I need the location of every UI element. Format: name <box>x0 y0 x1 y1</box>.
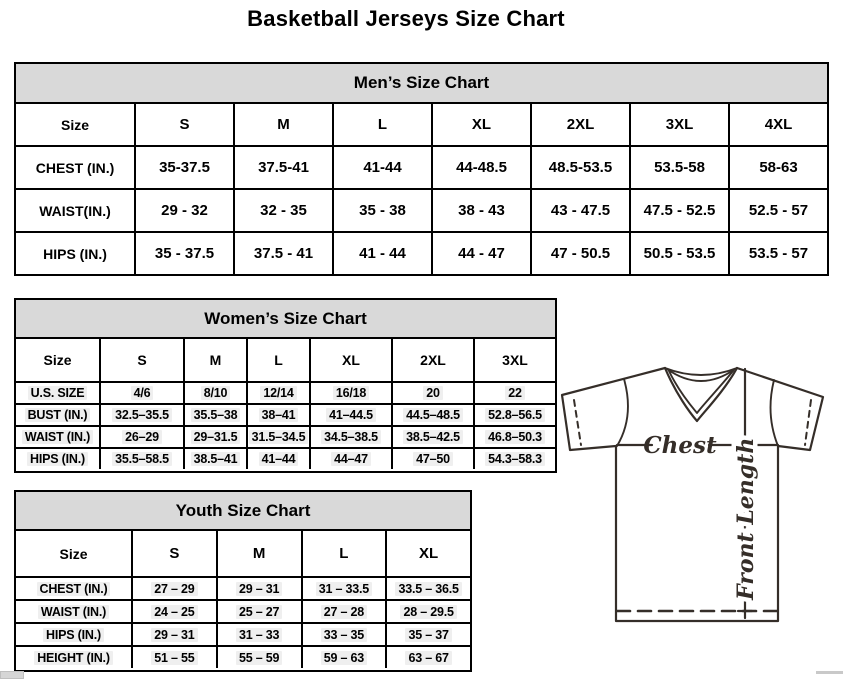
womens-hips-in-xl <box>309 449 391 469</box>
mens-hips-in-xl <box>431 233 530 274</box>
mens-row-label-chest-in <box>16 147 134 188</box>
vneck-outer <box>665 368 737 421</box>
womens-row-label-u-s-size <box>16 383 99 403</box>
youth-col-header-xl-text: XL <box>419 545 439 562</box>
youth-hips-in-xl <box>385 624 470 645</box>
youth-chest-in-l <box>301 578 386 599</box>
womens-col-header-2xl-text: 2XL <box>420 352 446 368</box>
mens-waist-in-l-text: 35 - 38 <box>359 202 406 219</box>
mens-size-header-text: Size <box>60 116 89 133</box>
womens-bust-in-xl-text: 41–44.5 <box>326 408 376 422</box>
youth-col-header-s-text: S <box>169 545 180 562</box>
womens-hips-in-s-text: 35.5–58.5 <box>112 452 172 466</box>
mens-chest-in-l-text: 41-44 <box>363 159 402 176</box>
womens-header-row <box>16 339 555 381</box>
mens-waist-in-3xl <box>629 190 728 231</box>
youth-chest-in-s <box>131 578 216 599</box>
youth-col-header-m <box>216 531 301 576</box>
mens-col-header-4xl <box>728 104 827 145</box>
mens-waist-in-2xl <box>530 190 629 231</box>
youth-chest-in-m <box>216 578 301 599</box>
womens-size-table <box>14 298 557 473</box>
womens-waist-in-l <box>246 427 309 447</box>
youth-row-height-in <box>16 645 470 668</box>
mens-waist-in-l <box>332 190 431 231</box>
youth-waist-in-m-text: 25 – 27 <box>236 605 282 619</box>
mens-hips-in-s-text: 35 - 37.5 <box>154 245 215 262</box>
womens-u-s-size-2xl-text: 20 <box>423 386 443 400</box>
womens-bust-in-s <box>99 405 183 425</box>
womens-row-label-waist-in <box>16 427 99 447</box>
mens-hips-in-4xl-text: 53.5 - 57 <box>748 245 809 262</box>
womens-waist-in-3xl-text: 46.8–50.3 <box>485 430 545 444</box>
youth-col-header-s <box>131 531 216 576</box>
mens-col-header-l-text: L <box>377 116 388 133</box>
front-length-label: Front Length <box>733 437 759 600</box>
womens-waist-in-s <box>99 427 183 447</box>
youth-height-in-m <box>216 647 301 668</box>
youth-size-table <box>14 490 472 672</box>
mens-hips-in-m-text: 37.5 - 41 <box>253 245 314 262</box>
womens-col-header-xl-text: XL <box>342 352 360 368</box>
mens-chest-in-3xl <box>629 147 728 188</box>
mens-chest-in-l <box>332 147 431 188</box>
youth-row-hips-in <box>16 622 470 645</box>
youth-hips-in-s-text: 29 – 31 <box>151 628 197 642</box>
mens-col-header-m <box>233 104 332 145</box>
youth-height-in-l-text: 59 – 63 <box>321 651 367 665</box>
mens-waist-in-2xl-text: 43 - 47.5 <box>550 202 611 219</box>
womens-u-s-size-l-text: 12/14 <box>260 386 296 400</box>
youth-waist-in-xl-text: 28 – 29.5 <box>400 605 456 619</box>
mens-col-header-xl-text: XL <box>471 116 492 133</box>
mens-hips-in-2xl-text: 47 - 50.5 <box>550 245 611 262</box>
mens-chest-in-m-text: 37.5-41 <box>258 159 309 176</box>
youth-hips-in-l-text: 33 – 35 <box>321 628 367 642</box>
womens-bust-in-3xl <box>473 405 555 425</box>
mens-row-waist-in <box>16 188 827 231</box>
mens-waist-in-s-text: 29 - 32 <box>161 202 208 219</box>
womens-col-header-3xl-text: 3XL <box>502 352 528 368</box>
mens-hips-in-l <box>332 233 431 274</box>
mens-chest-in-4xl-text: 58-63 <box>759 159 798 176</box>
womens-hips-in-3xl-text: 54.3–58.3 <box>485 452 545 466</box>
youth-table-title: Youth Size Chart <box>16 492 470 531</box>
womens-u-s-size-s-text: 4/6 <box>131 386 154 400</box>
womens-u-s-size-2xl <box>391 383 473 403</box>
scrollbar-fragment-right[interactable] <box>816 671 843 674</box>
womens-bust-in-xl <box>309 405 391 425</box>
youth-col-header-l-text: L <box>339 545 349 562</box>
womens-waist-in-2xl <box>391 427 473 447</box>
womens-hips-in-3xl <box>473 449 555 469</box>
page-title: Basketball Jerseys Size Chart <box>247 6 565 31</box>
mens-chest-in-4xl <box>728 147 827 188</box>
jersey-outline-path <box>562 368 823 621</box>
youth-waist-in-xl <box>385 601 470 622</box>
womens-bust-in-3xl-text: 52.8–56.5 <box>485 408 545 422</box>
youth-height-in-m-text: 55 – 59 <box>236 651 282 665</box>
mens-chest-in-xl-text: 44-48.5 <box>456 159 507 176</box>
mens-row-hips-in <box>16 231 827 274</box>
mens-chest-in-xl <box>431 147 530 188</box>
mens-row-label-hips-in-text: HIPS (IN.) <box>43 245 107 262</box>
womens-hips-in-2xl-text: 47–50 <box>413 452 453 466</box>
womens-u-s-size-3xl <box>473 383 555 403</box>
youth-waist-in-l-text: 27 – 28 <box>321 605 367 619</box>
youth-row-label-hips-in <box>16 624 131 645</box>
jersey-measurement-diagram <box>556 360 842 626</box>
vneck-inner <box>669 371 733 413</box>
womens-hips-in-m-text: 38.5–41 <box>191 452 241 466</box>
womens-u-s-size-m <box>183 383 246 403</box>
youth-size-header <box>16 531 131 576</box>
youth-height-in-s <box>131 647 216 668</box>
youth-hips-in-l <box>301 624 386 645</box>
womens-u-s-size-xl <box>309 383 391 403</box>
mens-chest-in-2xl-text: 48.5-53.5 <box>548 159 613 176</box>
mens-col-header-4xl-text: 4XL <box>764 116 793 133</box>
mens-waist-in-s <box>134 190 233 231</box>
youth-col-header-m-text: M <box>252 545 266 562</box>
mens-hips-in-3xl <box>629 233 728 274</box>
youth-chest-in-m-text: 29 – 31 <box>236 582 282 596</box>
mens-header-row <box>16 104 827 145</box>
youth-height-in-l <box>301 647 386 668</box>
womens-bust-in-2xl <box>391 405 473 425</box>
youth-row-label-hips-in-text: HIPS (IN.) <box>43 628 104 642</box>
youth-chest-in-xl-text: 33.5 – 36.5 <box>395 582 461 596</box>
mens-hips-in-s <box>134 233 233 274</box>
mens-waist-in-4xl <box>728 190 827 231</box>
youth-height-in-xl <box>385 647 470 668</box>
mens-col-header-2xl-text: 2XL <box>566 116 595 133</box>
womens-size-header-text: Size <box>43 352 72 368</box>
mens-waist-in-xl <box>431 190 530 231</box>
mens-col-header-l <box>332 104 431 145</box>
womens-waist-in-s-text: 26–29 <box>122 430 162 444</box>
womens-col-header-m-text: M <box>209 352 222 368</box>
youth-waist-in-s-text: 24 – 25 <box>151 605 197 619</box>
chest-label: Chest <box>643 432 717 459</box>
mens-waist-in-4xl-text: 52.5 - 57 <box>748 202 809 219</box>
youth-height-in-s-text: 51 – 55 <box>151 651 197 665</box>
mens-hips-in-3xl-text: 50.5 - 53.5 <box>643 245 716 262</box>
womens-bust-in-m-text: 35.5–38 <box>191 408 241 422</box>
youth-row-chest-in <box>16 576 470 599</box>
womens-waist-in-xl <box>309 427 391 447</box>
womens-hips-in-xl-text: 44–47 <box>331 452 371 466</box>
youth-chest-in-s-text: 27 – 29 <box>151 582 197 596</box>
mens-hips-in-2xl <box>530 233 629 274</box>
mens-col-header-3xl <box>629 104 728 145</box>
youth-row-label-chest-in <box>16 578 131 599</box>
womens-waist-in-m-text: 29–31.5 <box>191 430 241 444</box>
mens-waist-in-3xl-text: 47.5 - 52.5 <box>643 202 716 219</box>
mens-col-header-s <box>134 104 233 145</box>
womens-row-label-bust-in <box>16 405 99 425</box>
mens-col-header-2xl <box>530 104 629 145</box>
youth-hips-in-m <box>216 624 301 645</box>
mens-chest-in-3xl-text: 53.5-58 <box>654 159 705 176</box>
womens-row-u-s-size <box>16 381 555 403</box>
youth-row-label-height-in-text: HEIGHT (IN.) <box>34 651 113 665</box>
youth-waist-in-l <box>301 601 386 622</box>
youth-row-label-height-in <box>16 647 131 668</box>
youth-col-header-xl <box>385 531 470 576</box>
mens-size-header <box>16 104 134 145</box>
mens-row-label-waist-in-text: WAIST(IN.) <box>39 202 111 219</box>
mens-row-label-hips-in <box>16 233 134 274</box>
mens-chest-in-s-text: 35-37.5 <box>159 159 210 176</box>
womens-row-waist-in <box>16 425 555 447</box>
womens-col-header-s <box>99 339 183 381</box>
womens-bust-in-l-text: 38–41 <box>259 408 299 422</box>
womens-row-label-hips-in <box>16 449 99 469</box>
womens-waist-in-m <box>183 427 246 447</box>
womens-col-header-l <box>246 339 309 381</box>
womens-col-header-3xl <box>473 339 555 381</box>
womens-waist-in-2xl-text: 38.5–42.5 <box>403 430 463 444</box>
womens-row-label-hips-in-text: HIPS (IN.) <box>27 452 88 466</box>
womens-waist-in-xl-text: 34.5–38.5 <box>321 430 381 444</box>
youth-hips-in-xl-text: 35 – 37 <box>405 628 451 642</box>
mens-row-label-chest-in-text: CHEST (IN.) <box>35 159 115 176</box>
womens-col-header-xl <box>309 339 391 381</box>
youth-chest-in-l-text: 31 – 33.5 <box>316 582 372 596</box>
youth-height-in-xl-text: 63 – 67 <box>405 651 451 665</box>
womens-bust-in-s-text: 32.5–35.5 <box>112 408 172 422</box>
mens-hips-in-l-text: 41 - 44 <box>359 245 406 262</box>
mens-table-title: Men’s Size Chart <box>16 64 827 104</box>
womens-waist-in-3xl <box>473 427 555 447</box>
youth-header-row <box>16 531 470 576</box>
womens-u-s-size-m-text: 8/10 <box>201 386 231 400</box>
womens-waist-in-l-text: 31.5–34.5 <box>249 430 309 444</box>
womens-size-header <box>16 339 99 381</box>
womens-table-title: Women’s Size Chart <box>16 300 555 339</box>
mens-chest-in-m <box>233 147 332 188</box>
mens-waist-in-m-text: 32 - 35 <box>260 202 307 219</box>
womens-hips-in-2xl <box>391 449 473 469</box>
left-cuff-dashed-line <box>574 400 581 445</box>
mens-hips-in-4xl <box>728 233 827 274</box>
youth-chest-in-xl <box>385 578 470 599</box>
left-shoulder-seam <box>617 379 628 446</box>
womens-row-label-u-s-size-text: U.S. SIZE <box>28 386 88 400</box>
womens-bust-in-m <box>183 405 246 425</box>
womens-row-label-waist-in-text: WAIST (IN.) <box>22 430 93 444</box>
womens-hips-in-m <box>183 449 246 469</box>
womens-u-s-size-s <box>99 383 183 403</box>
youth-row-label-chest-in-text: CHEST (IN.) <box>37 582 111 596</box>
youth-waist-in-m <box>216 601 301 622</box>
youth-waist-in-s <box>131 601 216 622</box>
mens-col-header-s-text: S <box>179 116 190 133</box>
right-shoulder-seam <box>771 380 778 446</box>
mens-hips-in-xl-text: 44 - 47 <box>458 245 505 262</box>
mens-row-label-waist-in <box>16 190 134 231</box>
right-cuff-dashed-line <box>805 400 811 445</box>
mens-waist-in-xl-text: 38 - 43 <box>458 202 505 219</box>
youth-size-header-text: Size <box>59 545 88 562</box>
womens-col-header-s-text: S <box>137 352 147 368</box>
scrollbar-fragment-left[interactable] <box>0 671 24 679</box>
womens-col-header-l-text: L <box>274 352 283 368</box>
womens-col-header-m <box>183 339 246 381</box>
womens-bust-in-2xl-text: 44.5–48.5 <box>403 408 463 422</box>
youth-row-waist-in <box>16 599 470 622</box>
youth-row-label-waist-in-text: WAIST (IN.) <box>38 605 109 619</box>
youth-hips-in-s <box>131 624 216 645</box>
womens-u-s-size-xl-text: 16/18 <box>333 386 369 400</box>
mens-chest-in-2xl <box>530 147 629 188</box>
mens-col-header-3xl-text: 3XL <box>665 116 694 133</box>
mens-col-header-m-text: M <box>277 116 290 133</box>
womens-hips-in-s <box>99 449 183 469</box>
mens-size-table <box>14 62 829 276</box>
womens-row-bust-in <box>16 403 555 425</box>
womens-row-label-bust-in-text: BUST (IN.) <box>25 408 91 422</box>
womens-u-s-size-l <box>246 383 309 403</box>
mens-hips-in-m <box>233 233 332 274</box>
mens-chest-in-s <box>134 147 233 188</box>
womens-u-s-size-3xl-text: 22 <box>505 386 525 400</box>
mens-row-chest-in <box>16 145 827 188</box>
womens-row-hips-in <box>16 447 555 469</box>
youth-row-label-waist-in <box>16 601 131 622</box>
mens-col-header-xl <box>431 104 530 145</box>
womens-bust-in-l <box>246 405 309 425</box>
womens-col-header-2xl <box>391 339 473 381</box>
womens-hips-in-l-text: 41–44 <box>259 452 299 466</box>
womens-hips-in-l <box>246 449 309 469</box>
youth-col-header-l <box>301 531 386 576</box>
youth-hips-in-m-text: 31 – 33 <box>236 628 282 642</box>
mens-waist-in-m <box>233 190 332 231</box>
